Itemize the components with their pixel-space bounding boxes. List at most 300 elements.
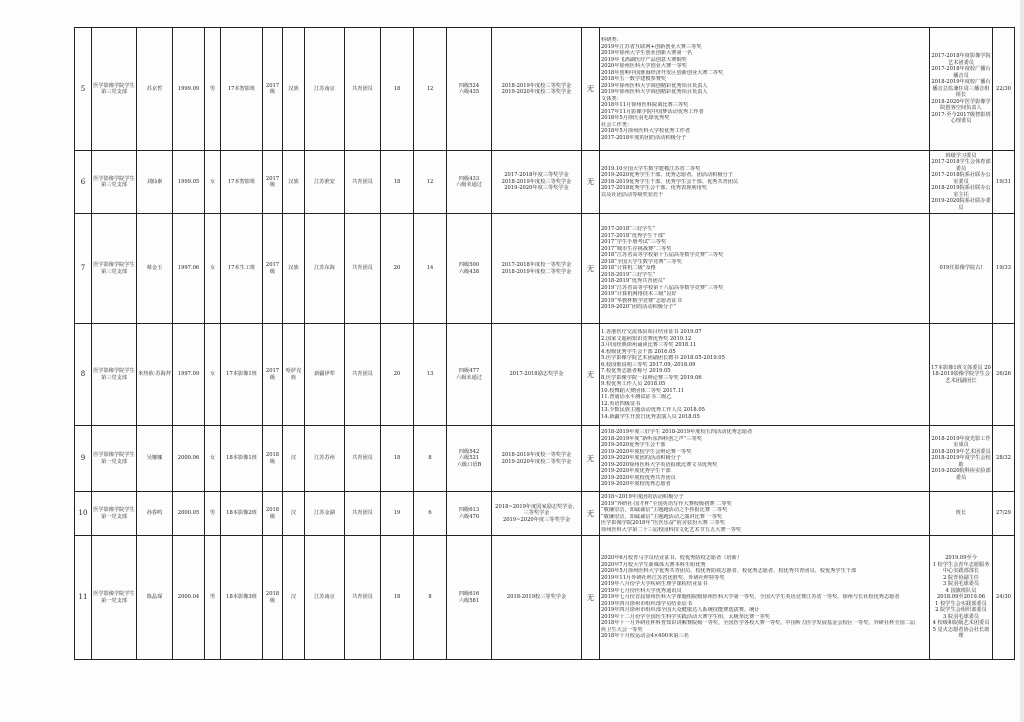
awards-list-text: 9.校优秀工作人员 2018.05 [601, 381, 666, 387]
posts-held-cell [930, 151, 993, 214]
scholarships-cell [492, 324, 582, 426]
row-number-text: 11 [78, 593, 88, 602]
row-number-cell [75, 151, 92, 214]
credits-required-cell [381, 492, 414, 536]
native-place-cell [305, 214, 345, 324]
credits-required-cell [381, 324, 414, 426]
awards-list-text: 2019年徐州大学生创业创新大赛第一名 [601, 50, 693, 56]
awards-list-text: 2018“全国大学生数学竞赛”三等奖 [601, 258, 682, 265]
grade-cell [263, 324, 283, 426]
party-branch-text: 医学影像学院学生第一党支部 [93, 452, 135, 465]
posts-held-text: 2017-2018年度影像学院艺术团委员 [931, 53, 991, 66]
birth-date-text: 1999.09 [177, 85, 200, 92]
native-place-text: 江苏南京 [314, 85, 335, 92]
cet-scores-cell [447, 324, 492, 426]
class-rank-cell [993, 492, 1015, 536]
row-number-text: 7 [80, 264, 86, 273]
discipline-text: 无 [586, 263, 595, 273]
awards-list-text: 1.香港医疗交流体验项目结业证书 2019.07 [601, 329, 702, 335]
student-name-cell [137, 426, 173, 492]
credits-required-text: 19 [393, 510, 401, 517]
cet-scores-cell [447, 214, 492, 324]
scholarships-text: 2019-2020年度校二等奖学金 [501, 458, 572, 465]
posts-held-text: 4 国旗班队员 [945, 587, 977, 594]
posts-held-text: 2019-2020院科协实验部委员 [931, 468, 991, 481]
discipline-cell [582, 492, 600, 536]
class-rank-cell [993, 151, 1015, 214]
gender-text: 男 [209, 85, 216, 92]
ethnicity-cell [283, 492, 305, 536]
class-rank-cell [993, 214, 1015, 324]
row-number-text: 5 [80, 84, 86, 93]
birth-date-text: 2000.04 [177, 594, 200, 601]
class-name-text: 17本智影班 [227, 178, 256, 185]
awards-list-cell [600, 426, 930, 492]
native-place-text: 江苏淮安 [314, 178, 335, 185]
awards-list-text: 2019-2020“团的活动积极分子” [601, 304, 676, 311]
awards-list-text: 2019-2020年度校优秀共青团员 [601, 474, 676, 481]
posts-held-text: 2018-2019院系社联办公室主任 [931, 185, 991, 198]
awards-list-text: 2019-2020年度优秀学生干部 [601, 468, 671, 475]
credits-earned-cell [414, 214, 447, 324]
class-rank-text: 19/33 [996, 265, 1011, 272]
awards-list-text: 2018-2019年度三好学生 2018-2019年度校五四活动优秀志愿者 [601, 429, 753, 436]
scholarships-cell [492, 536, 582, 660]
awards-list-cell [600, 28, 930, 151]
posts-held-cell [930, 426, 993, 492]
posts-held-text: 2018-2019年度校广播台播音总监兼任周三播音组组长 [931, 79, 991, 99]
gender-cell [205, 492, 221, 536]
student-name-cell [137, 536, 173, 660]
student-name-text: 蔡金玉 [146, 265, 163, 272]
table-row [75, 492, 1015, 536]
grade-text: 2018级 [265, 591, 280, 604]
political-status-text: 共青团员 [352, 371, 373, 378]
table-row [75, 151, 1015, 214]
awards-list-text: 14.新疆学生开放日优秀表演人员 2018.05 [601, 413, 700, 420]
credits-required-cell [381, 536, 414, 660]
awards-list-text: 2020年徐州医科大学创业大赛一等奖 [601, 63, 687, 69]
grade-cell [263, 151, 283, 214]
awards-list-text: 2020年7月校大学生新媒体大赛本科生组优秀 [601, 561, 706, 568]
awards-list-text: 8.医学影像学院一届辩论赛三等奖 2019.06 [601, 374, 702, 381]
awards-list-text: 2018~2019年度团的活动积极分子 [601, 494, 684, 500]
class-name-cell [221, 426, 263, 492]
awards-list-text: 2018年5月徐州医科大学校优秀工作者 [601, 128, 691, 134]
class-name-cell [221, 28, 263, 151]
grade-text: 2018级 [265, 507, 280, 520]
scholarships-text: 2019-2020年度校二等奖学金 [501, 89, 572, 95]
discipline-text: 无 [586, 84, 595, 94]
scholarships-text: 2017-2018年度校一等奖学金 [501, 262, 572, 268]
scan-edge [1020, 0, 1024, 722]
class-rank-cell [993, 324, 1015, 426]
posts-held-text: 2018-2019年度光影工作室成员 [931, 435, 991, 449]
credits-required-text: 20 [393, 265, 401, 272]
posts-held-text: 2017-2018年度校广播台播音员 [931, 66, 991, 79]
awards-list-text: 2019年徐州医科大学调创精彩优秀项目负责人 [601, 82, 708, 89]
scholarships-text: 2018-2019年度校三等奖学金 [501, 178, 572, 185]
discipline-cell [582, 426, 600, 492]
scholarships-text: 2019~2020年度三等奖学金 [502, 516, 571, 523]
posts-held-text: 班长 [955, 510, 967, 517]
credits-earned-text: 8 [428, 594, 432, 601]
row-number-cell [75, 324, 92, 426]
awards-list-text: 4.校级优秀学生会干部 2016.05 [601, 348, 676, 355]
student-name-text: 刘仙素 [146, 178, 163, 185]
awards-list-text: 6.校园歌说唱三等奖 2017.09,-2018.09 [601, 361, 696, 368]
awards-list-text: 2019-2020年度团的活动积极分子 [601, 455, 682, 462]
awards-list-text: 2019年四月徐州市组织部学员结业证书 [601, 600, 693, 607]
class-rank-cell [993, 536, 1015, 660]
credits-required-text: 18 [393, 455, 401, 462]
political-status-text: 共青团员 [352, 178, 373, 185]
row-number-cell [75, 426, 92, 492]
birth-date-text: 1999.05 [177, 178, 200, 185]
credits-earned-text: 6 [428, 510, 432, 517]
awards-list-text: 2018年创响中国淮海经济开发区创新创业大赛二等奖 [601, 69, 724, 76]
awards-list-text: 2019-2020优秀学生干部、优秀志愿者、团活动积极分子 [601, 172, 733, 179]
grade-text: 2017级 [265, 82, 280, 95]
discipline-cell [582, 214, 600, 324]
awards-list-text: 2019-2020优秀学生会干部 [601, 442, 666, 449]
discipline-text: 无 [586, 592, 595, 602]
scholarships-text: 2017-2018励志奖学金 [509, 371, 564, 378]
native-place-text: 江苏东海 [314, 265, 335, 272]
party-branch-text: 医学影像学院学生第三党支部 [93, 262, 135, 275]
posts-held-text: 2018-2019年艺术团委员 [931, 448, 991, 455]
scholarships-text: 2018~2019年度国家励志奖学金、三等奖学金 [495, 503, 578, 517]
grade-cell [263, 28, 283, 151]
class-rank-text: 27/29 [996, 510, 1011, 517]
posts-held-text: 2017-2018院系社联办公室委员 [931, 172, 991, 185]
discipline-cell [582, 536, 600, 660]
student-name-cell [137, 151, 173, 214]
row-number-text: 10 [78, 509, 88, 518]
credits-earned-text: 14 [426, 265, 434, 272]
awards-list-text: 10.校舞蹈大赛团体二等奖 2017.11 [601, 387, 685, 394]
gender-text: 女 [209, 265, 216, 272]
birth-date-text: 2000.05 [177, 510, 200, 517]
posts-held-text: 5 星火志愿者协会社长助理 [932, 626, 990, 640]
student-name-text: 孙春鸣 [146, 510, 163, 517]
native-place-text: 江苏南京 [314, 594, 335, 601]
political-status-text: 共青团员 [352, 265, 373, 272]
posts-held-text: 2018-2019年度学生会校助 [931, 455, 991, 468]
scholarships-cell [492, 492, 582, 536]
party-branch-text: 医学影像学院学生第三党支部 [93, 82, 135, 95]
table-row [75, 324, 1015, 426]
native-place-cell [305, 536, 345, 660]
party-branch-text: 医学影像学院学生第三党支部 [93, 368, 135, 381]
ethnicity-text: 汉族 [288, 265, 299, 272]
awards-list-text: 2018年11月徐州医科院调比赛三等奖 [601, 102, 689, 108]
class-name-cell [221, 324, 263, 426]
class-rank-text: 22/30 [996, 85, 1011, 92]
posts-held-text: 3 院羽毛球委员 [942, 613, 980, 620]
discipline-text: 无 [586, 177, 595, 187]
awards-list-text: 2019.10全国大学生数学建模江苏省二等奖 [601, 165, 701, 172]
posts-held-text: 2019.09至今 [945, 555, 977, 562]
posts-held-cell [930, 214, 993, 324]
gender-text: 女 [209, 178, 216, 185]
awards-list-text: 2019年徐州医科大学调创精彩优秀项目负责人 [601, 89, 708, 95]
gender-text: 男 [209, 594, 216, 601]
ethnicity-text: 汉族 [288, 85, 299, 92]
posts-held-text: 1 校学生会实践部委员 [935, 600, 987, 607]
credits-earned-text: 12 [426, 85, 434, 92]
awards-list-text: 2017-2018优秀学生会干部、优秀表现利用奖 [601, 185, 707, 192]
posts-held-text: 019任影像学院古! [939, 265, 983, 272]
class-name-cell [221, 536, 263, 660]
party-branch-cell [92, 492, 137, 536]
awards-list-text: 2019年11月外研社杯江苏省优胜奖、外研社杯特等奖 [601, 574, 725, 581]
row-number-cell [75, 28, 92, 151]
awards-list-text: 2019年飞鸿湖医疗产品创意大赛铜奖 [601, 56, 687, 63]
birth-date-text: 1997.09 [177, 371, 200, 378]
political-status-cell [345, 214, 381, 324]
discipline-text: 无 [586, 453, 595, 463]
row-number-cell [75, 214, 92, 324]
cet-scores-text: 四级542 [458, 448, 480, 455]
ethnicity-text: 汉 [290, 510, 297, 517]
cet-scores-text: 六级未通过 [456, 182, 482, 188]
awards-list-text: 7.校优秀志愿者称号 2019.05 [601, 368, 671, 374]
ethnicity-text: 哈萨克族 [285, 368, 302, 381]
party-branch-text: 医学影像学院学生第一党支部 [93, 591, 135, 604]
grade-cell [263, 536, 283, 660]
posts-held-cell [930, 28, 993, 151]
birth-date-text: 1997.06 [177, 265, 200, 272]
credits-earned-cell [414, 492, 447, 536]
native-place-text: 江苏金湖 [314, 510, 335, 517]
political-status-cell [345, 28, 381, 151]
awards-list-text: 2019年七月份医科大学优秀通讯员 [601, 587, 682, 594]
cet-scores-text: 六级581 [458, 597, 480, 604]
credits-earned-text: 13 [426, 371, 434, 378]
awards-list-text: 徐州医科大学第二十三届校园科技文化艺术节五五大赛一等奖 [601, 526, 742, 533]
posts-held-cell [930, 324, 993, 426]
awards-list-text: 2019“计算机网络技术三级”良好 [601, 291, 677, 298]
awards-list-cell [600, 151, 930, 214]
awards-list-text: 2020年5月徐州医科大学优秀共青团员、校优秀防疫志愿者、校优秀志愿者、校优秀共青团员、校优秀学生干部 [601, 568, 857, 575]
awards-list-text: 12.英语四级证书 [601, 400, 641, 407]
ethnicity-text: 汉族 [288, 178, 299, 185]
row-number-cell [75, 492, 92, 536]
party-branch-text: 医学影像学院学生第一党支部 [93, 507, 135, 520]
awards-list-text: 2018年十月校运动会4×400米第三名 [601, 633, 689, 640]
cet-scores-text: 六级435 [458, 89, 480, 95]
awards-list-text: 2018年五一数学建模参赛奖 [601, 76, 667, 82]
awards-list-text: 2018-2019“三好学生” [601, 271, 656, 278]
cet-scores-cell [447, 28, 492, 151]
class-name-text: 17本智影班 [227, 85, 256, 92]
awards-list-text: 2018“江苏省高等学校第十五届高等数学竞赛”三等奖 [601, 252, 724, 259]
awards-list-text: 2017“城市生存挑战赛”二等奖 [601, 245, 672, 252]
awards-list-text: 2019-2020年度校优秀志愿者 [601, 481, 671, 488]
scholarships-text: 2018-2019年度校二等奖学金 [501, 268, 572, 275]
credits-earned-cell [414, 426, 447, 492]
table-row [75, 28, 1015, 151]
awards-list-text: 2017“学生手册考试”三等奖 [601, 239, 667, 246]
posts-held-text: 2018.09至2019.06 [936, 594, 986, 601]
birth-date-text: 2000.06 [177, 455, 200, 462]
birth-date-cell [173, 214, 205, 324]
discipline-cell [582, 324, 600, 426]
row-number-text: 9 [80, 454, 86, 463]
row-number-cell [75, 536, 92, 660]
native-place-text: 江苏苏州 [314, 455, 335, 462]
posts-held-text: 班级学习委员 [945, 152, 977, 159]
class-rank-cell [993, 426, 1015, 492]
class-rank-text: 24/30 [996, 594, 1011, 601]
awards-list-text: “敬廉崇洁，知诚诚信”主题跑活动之手抄报比赛 二等奖 [601, 507, 728, 513]
credits-required-text: 18 [393, 178, 401, 185]
posts-held-cell [930, 492, 993, 536]
gender-cell [205, 324, 221, 426]
political-status-text: 共青团员 [352, 455, 373, 462]
cet-scores-cell [447, 492, 492, 536]
party-branch-cell [92, 151, 137, 214]
cet-scores-text: 四级433 [458, 175, 480, 182]
class-name-cell [221, 214, 263, 324]
credits-earned-cell [414, 151, 447, 214]
party-branch-cell [92, 426, 137, 492]
ethnicity-text: 汉 [290, 455, 297, 462]
political-status-text: 共青团员 [352, 85, 373, 92]
student-records-table [74, 27, 1015, 660]
awards-list-text: 社会工作类： [601, 121, 633, 128]
class-rank-text: 28/32 [996, 455, 1011, 462]
cet-scores-text: 四级524 [458, 82, 480, 89]
birth-date-cell [173, 426, 205, 492]
awards-list-text: 2018年5月徐医羽毛球优秀奖 [601, 115, 670, 121]
awards-list-text: 2018“计算机二级”及格 [601, 265, 656, 272]
student-name-cell [137, 492, 173, 536]
awards-list-text: 2018-2019优秀学生干部、优秀学生会干部、优秀共青团员 [601, 178, 739, 185]
awards-list-text: 疾卫生大会一等奖 [601, 626, 643, 633]
scholarships-text: 2018-2019年度校一等奖学金 [501, 452, 572, 458]
posts-held-text: 4 校级和院级艺术团委员 [932, 620, 990, 627]
political-status-text: 共青团员 [352, 510, 373, 517]
political-status-cell [345, 151, 381, 214]
posts-held-cell [930, 536, 993, 660]
birth-date-cell [173, 324, 205, 426]
cet-scores-cell [447, 426, 492, 492]
awards-list-text: 2017-2018“优秀学生干部” [601, 232, 666, 239]
posts-held-text: 2018-2020年医学影像学院创客空间负责人 [931, 98, 991, 112]
awards-list-text: 2019年四月徐州市组织部全国大众健康达人系统技能赛选拔赛、统计 [601, 607, 760, 614]
cet-scores-text: 四级477 [458, 368, 480, 374]
grade-text: 2018级 [265, 452, 280, 465]
awards-list-text: 2019年八月份学大学疾病生理学课程结业证书 [601, 581, 708, 588]
birth-date-cell [173, 28, 205, 151]
gender-text: 女 [209, 455, 216, 462]
birth-date-cell [173, 492, 205, 536]
ethnicity-cell [283, 214, 305, 324]
gender-cell [205, 151, 221, 214]
discipline-cell [582, 28, 600, 151]
grade-cell [263, 214, 283, 324]
awards-list-text: 2018-2019年度“新听东西科创之声”三等奖 [601, 435, 702, 442]
awards-list-text: 3.中国经典徐州诵读比赛三等奖 2018.11 [601, 342, 697, 348]
credits-required-cell [381, 28, 414, 151]
credits-required-cell [381, 151, 414, 214]
scholarships-cell [492, 426, 582, 492]
awards-list-text: 2.国家文超病知识竞赛优秀奖 2019.12 [601, 335, 692, 342]
awards-list-text: 以及社团活动等级奖状若干 [601, 191, 664, 198]
credits-earned-cell [414, 536, 447, 660]
party-branch-cell [92, 214, 137, 324]
credits-required-text: 18 [393, 85, 401, 92]
student-name-text: 苏京哲 [146, 85, 163, 92]
political-status-cell [345, 492, 381, 536]
cet-scores-text: 六级438 [458, 268, 480, 275]
grade-text: 2017级 [265, 175, 280, 188]
student-name-cell [137, 28, 173, 151]
native-place-cell [305, 492, 345, 536]
awards-list-text: 2017年11月影像学院中国梦活动优秀工作者 [601, 108, 704, 115]
gender-cell [205, 426, 221, 492]
table-row [75, 536, 1015, 660]
awards-list-text: 2017-2018年度的团的活动积极分子 [601, 134, 687, 141]
native-place-text: 新疆伊犁 [314, 371, 335, 378]
awards-list-text: 2019-2020徐州医科大学英语报纸比赛文书优秀奖 [601, 461, 718, 468]
student-name-text: 陈晶琛 [146, 594, 163, 601]
class-rank-text: 26/26 [996, 371, 1011, 378]
political-status-text: 共青团员 [352, 594, 373, 601]
cet-scores-text: 六级521 [458, 455, 480, 462]
cet-scores-text: 六级未通过 [456, 374, 482, 381]
native-place-cell [305, 324, 345, 426]
class-name-text: 18本影像3班 [226, 594, 257, 601]
awards-list-text: 2020年6月校青马学员结业证书、校优秀防疫志愿者（培新） [601, 555, 743, 562]
awards-list-text: 2019-2020年度校学生会辩论赛一等奖 [601, 448, 692, 455]
posts-held-text: 2017-2018学生会体育部委员 [931, 159, 991, 172]
awards-list-text: 2017-2018“三好学生” [601, 226, 656, 233]
awards-list-text: 文体类： [601, 95, 622, 102]
class-name-text: 17本生工班 [227, 265, 256, 272]
political-status-cell [345, 324, 381, 426]
table-row [75, 426, 1015, 492]
awards-list-text: 2019“江苏省高等学校第十八届高等数学竞赛”三等奖 [601, 284, 724, 291]
class-name-text: 18本影像1班 [226, 455, 257, 462]
credits-earned-text: 12 [426, 178, 434, 185]
credits-required-text: 18 [393, 594, 401, 601]
ethnicity-cell [283, 28, 305, 151]
cet-scores-text: 六级口语B [456, 461, 482, 468]
gender-cell [205, 28, 221, 151]
class-name-text: 18本影像2班 [226, 510, 257, 517]
cet-scores-cell [447, 536, 492, 660]
awards-list-text: 2019年江苏省互联网+创新创业大赛三等奖 [601, 43, 702, 50]
credits-earned-text: 8 [428, 455, 432, 462]
row-number-text: 8 [80, 370, 86, 379]
awards-list-text: 2019年七月份首届徐州医科大学课题组院级徐州医科大学第一等奖、全国大学生英语竞赛江苏省一等奖、徐州与长社校优秀志愿者 [601, 594, 900, 601]
scholarships-text: 2018-2019年度校三等奖学金 [501, 82, 572, 89]
class-name-text: 17本影像1班 [226, 371, 257, 378]
posts-held-text: 2019-2020院系社联办委员 [931, 198, 991, 211]
awards-list-text: 科研类： [601, 37, 622, 43]
awards-list-text: 2018-2019“优秀共青团员” [601, 278, 666, 285]
discipline-cell [582, 151, 600, 214]
class-rank-cell [993, 28, 1015, 151]
grade-cell [263, 426, 283, 492]
gender-text: 女 [209, 371, 216, 378]
credits-earned-cell [414, 28, 447, 151]
scholarships-text: 2019-2020年度三等奖学金 [504, 185, 569, 192]
cet-scores-text: 四级613 [458, 507, 480, 513]
